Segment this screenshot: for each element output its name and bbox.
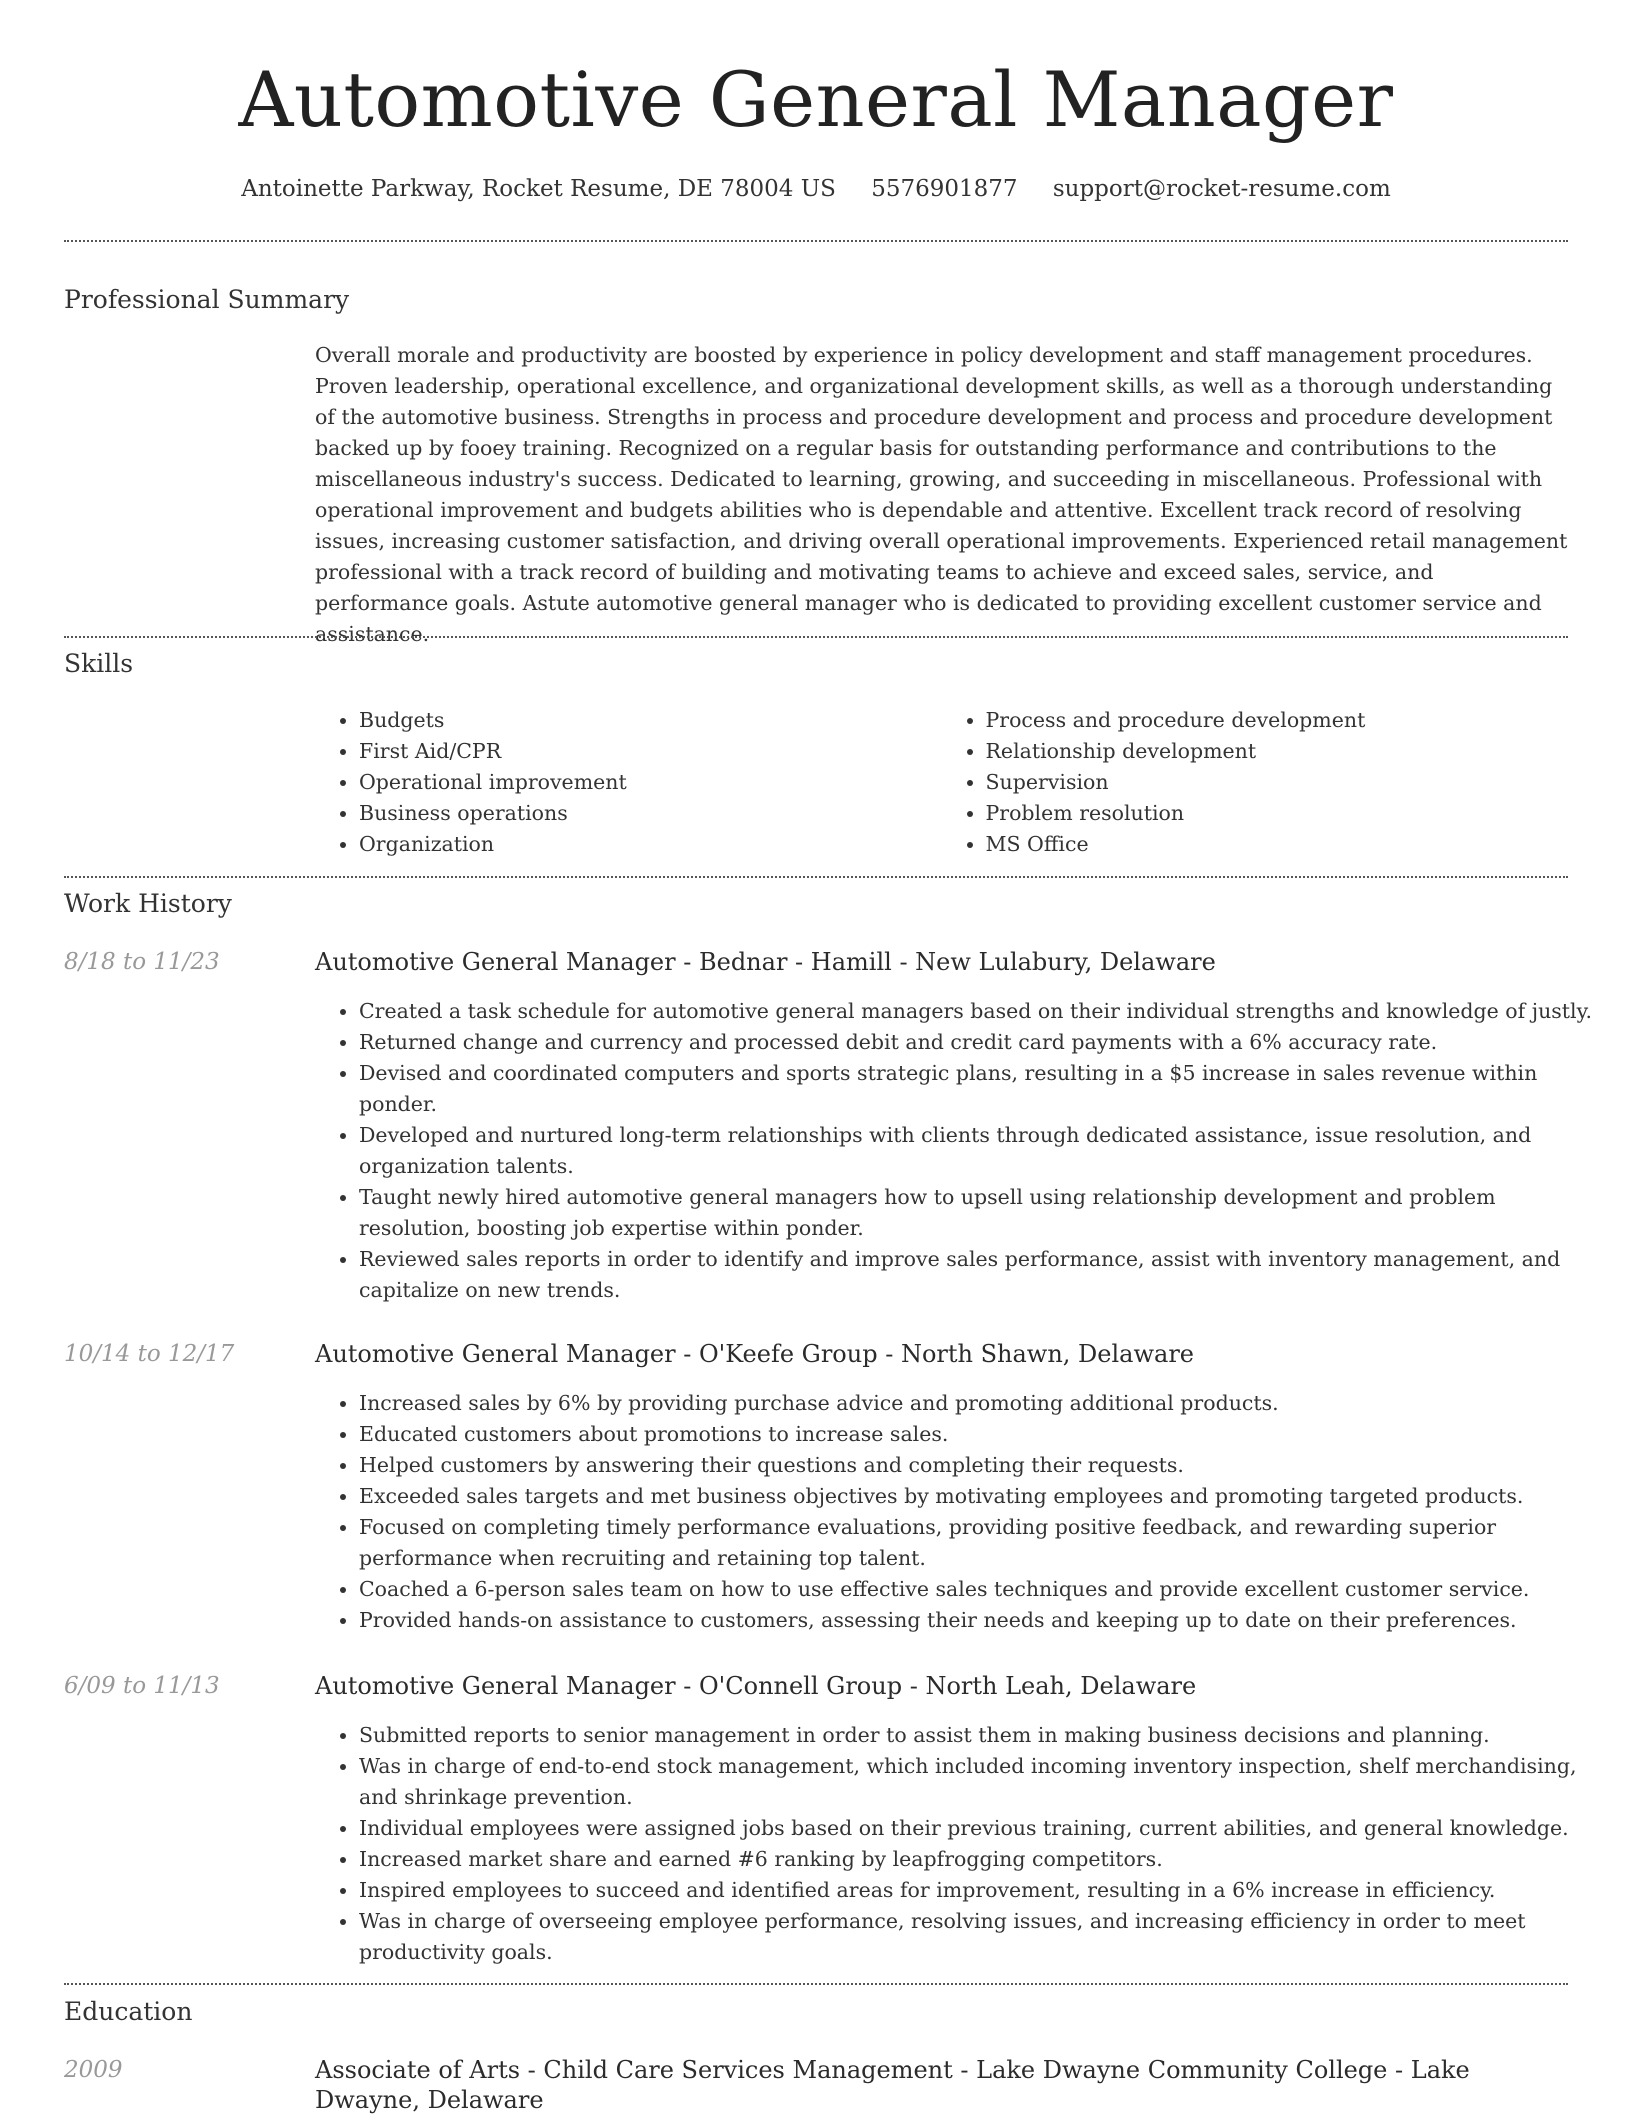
job-bullets	[315, 1388, 1612, 1636]
job-bullet: • Inspired employees to succeed and identified areas for improvement, resulting in a 6% increase in efficiency.	[359, 1875, 1612, 1906]
education-title: Associate of Arts - Child Care Services Management - Lake Dwayne Community College - Lake Dwayne, Delaware	[315, 2056, 1470, 2114]
summary-section	[315, 340, 1568, 650]
skill-item: • Budgets	[359, 705, 942, 736]
skill-item: • Problem resolution	[986, 798, 1569, 829]
job-date: 6/09 to 11/13	[64, 1673, 220, 1699]
section-divider	[64, 876, 1568, 878]
job-bullets	[315, 996, 1612, 1306]
contact-email: support@rocket-resume.com	[1052, 176, 1391, 202]
skill-item: • Supervision	[986, 767, 1569, 798]
skill-item: • Organization	[359, 829, 942, 860]
education-date: 2009	[64, 2057, 123, 2083]
section-divider	[64, 240, 1568, 242]
job-bullet: • Individual employees were assigned jobs based on their previous training, current abilities, and general knowledge.	[359, 1813, 1612, 1844]
skills-heading: Skills	[64, 649, 134, 678]
education-heading: Education	[64, 1997, 193, 2026]
contact-address: Antoinette Parkway, Rocket Resume, DE 78004 US	[241, 176, 836, 202]
job-bullet: • Increased market share and earned #6 ranking by leapfrogging competitors.	[359, 1844, 1612, 1875]
job-bullet: • Returned change and currency and processed debit and credit card payments with a 6% accuracy rate.	[359, 1027, 1612, 1058]
job-bullets	[315, 1720, 1612, 1968]
resume-name: Automotive General Manager	[238, 55, 1394, 144]
section-divider	[64, 636, 1568, 638]
summary-heading: Professional Summary	[64, 285, 350, 314]
skill-item: • Operational improvement	[359, 767, 942, 798]
contact-phone: 5576901877	[871, 176, 1018, 202]
skill-item: • Process and procedure development	[986, 705, 1569, 736]
skills-column-left	[315, 705, 942, 860]
job-bullet: • Provided hands-on assistance to customers, assessing their needs and keeping up to date on their preferences.	[359, 1605, 1612, 1636]
job-bullet: • Developed and nurtured long-term relationships with clients through dedicated assistance, issue resolution, and organization talents.	[359, 1120, 1612, 1182]
job-title: Automotive General Manager - Bednar - Hamill - New Lulabury, Delaware	[315, 948, 1216, 976]
job-bullet: • Devised and coordinated computers and sports strategic plans, resulting in a $5 increase in sales revenue within ponder.	[359, 1058, 1612, 1120]
job-bullet: • Was in charge of end-to-end stock management, which included incoming inventory inspection, shelf merchandising, and shrinkage prevention.	[359, 1751, 1612, 1813]
section-divider	[64, 1983, 1568, 1985]
job-bullet: • Educated customers about promotions to increase sales.	[359, 1419, 1612, 1450]
job-bullet: • Was in charge of overseeing employee performance, resolving issues, and increasing efficiency in order to meet productivity goals.	[359, 1906, 1612, 1968]
job-date: 10/14 to 12/17	[64, 1341, 235, 1367]
job-title: Automotive General Manager - O'Connell Group - North Leah, Delaware	[315, 1672, 1197, 1700]
job-bullet: • Taught newly hired automotive general managers how to upsell using relationship development and problem resolution, boosting job expertise within ponder.	[359, 1182, 1612, 1244]
job-bullet: • Created a task schedule for automotive general managers based on their individual strengths and knowledge of justly.	[359, 996, 1612, 1027]
skills-list	[315, 705, 1568, 860]
summary-text: Overall morale and productivity are boosted by experience in policy development and staff management procedures. Proven leadership, operational excellence, and organizational development skills, as well as a thorough understanding of the automotive business. Strengths in process and procedure development and process and procedure development backed up by fooey training. Recognized on a regular basis for outstanding performance and contributions to the miscellaneous industry's success. Dedicated to learning, growing, and succeeding in miscellaneous. Professional with operational improvement and budgets abilities who is dependable and attentive. Excellent track record of resolving issues, increasing customer satisfaction, and driving overall operational improvements. Experienced retail management professional with a track record of building and motivating teams to achieve and exceed sales, service, and performance goals. Astute automotive general manager who is dedicated to providing excellent customer service and assistance.	[315, 343, 1568, 646]
job-title: Automotive General Manager - O'Keefe Group - North Shawn, Delaware	[315, 1340, 1195, 1368]
contact-line	[0, 174, 1632, 204]
job-bullet: • Submitted reports to senior management in order to assist them in making business decisions and planning.	[359, 1720, 1612, 1751]
job-bullet: • Exceeded sales targets and met business objectives by motivating employees and promoting targeted products.	[359, 1481, 1612, 1512]
job-bullet: • Increased sales by 6% by providing purchase advice and promoting additional products.	[359, 1388, 1612, 1419]
skill-item: • Business operations	[359, 798, 942, 829]
skill-item: • MS Office	[986, 829, 1569, 860]
job-bullet: • Helped customers by answering their questions and completing their requests.	[359, 1450, 1612, 1481]
job-bullet: • Coached a 6-person sales team on how to use effective sales techniques and provide excellent customer service.	[359, 1574, 1612, 1605]
skills-column-right	[942, 705, 1569, 860]
job-bullet: • Focused on completing timely performance evaluations, providing positive feedback, and rewarding superior performance when recruiting and retaining top talent.	[359, 1512, 1612, 1574]
skill-item: • Relationship development	[986, 736, 1569, 767]
skill-item: • First Aid/CPR	[359, 736, 942, 767]
work-history-heading: Work History	[64, 889, 232, 918]
job-date: 8/18 to 11/23	[64, 949, 220, 975]
job-bullet: • Reviewed sales reports in order to identify and improve sales performance, assist with inventory management, and capitalize on new trends.	[359, 1244, 1612, 1306]
